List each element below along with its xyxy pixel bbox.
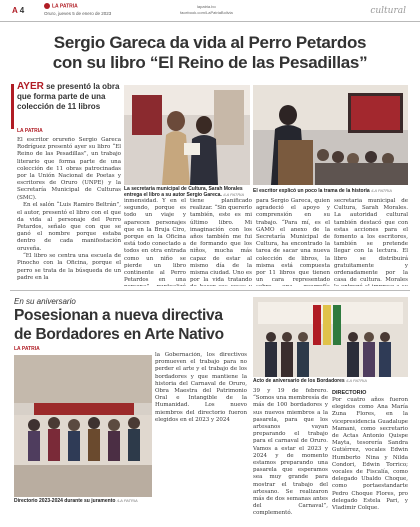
article1-column-3: tiene planificado realizar. “Sin quererlo también, este es mi último libro. Mi imaginación con los años también me fui de formando que los niños, mucha más capaz de estar al mismo día de la misma ciudad. Uno es por la vida tratando — [190, 198, 252, 284]
article2-column-4: 39 y 19 de febrero. “Somos una membresía de más de 100 bordadores y sus nuevos miembros a la pasarela, para que los artesanos vayan preparando el trabajo para el carnaval de Oruro. Vamos a estar el 2023 y 2024 y de momento estamos preparando una pasarela que esperamos sea muy grande para mostrar el trabajo del artesano. Se realizaron más de dos semanas antes del Carnaval”, complementó. — [253, 388, 328, 516]
article1-photo-1 — [124, 85, 250, 185]
article2-kicker: En su aniversario — [14, 297, 76, 306]
article1-caption-2: El escritor explicó un poco la trama de la historia /LA PATRIA — [253, 188, 392, 194]
page-number: A 4 — [12, 6, 25, 15]
article2-caption-1: Directorio 2023-2024 durante su juramento /LA PATRIA — [14, 498, 138, 504]
social-links — [180, 4, 233, 16]
page-header — [0, 0, 420, 22]
article2-caption-2: Acto de aniversario de los Bordadores /LA PATRIA — [253, 378, 367, 384]
article1-credit: LA PATRIA — [17, 128, 43, 134]
article1-headline: Sergio Gareca da vida al Perro Petardos con su libro “El Reino de las Pesadillas” — [52, 33, 368, 72]
article2-photo-2 — [253, 297, 408, 377]
lead-keyword: AYER — [17, 81, 44, 92]
article1-caption-1: La secretaria municipal de Cultura, Sarah Morales entrega el libro a su autor Sergio Gareca. /LA PATRIA — [124, 186, 245, 198]
article2-credit: LA PATRIA — [14, 346, 40, 352]
article2-column-5: DIRECTORIO Por cuatro años fueron elegidos como Ana María Zuna Flores, en la vicepresidencia Guadalupe Mamani, como secretario de Actas Antonio Quispe Mayta, tesorería Sandra Gutiérrez, vocales Edwin Humberto Nina y Nilda Condori, Edwin Torrico; vocales de Fiscalía, como delegado Ubaldo Choque, como portaestandarte Pedro Choque Flores, pro delegado Estela Pari, y Vladimir Colque. — [332, 390, 408, 512]
article1-column-5: secretaria municipal de Cultura, Sarah Morales. La autoridad cultural también destacó que con estas acciones para el fomento a los escritores, también se pretende llegar con la lectura. El libro se distribuirá gratuitamente y ordenadamente por la casa de cultura. Morales — [334, 198, 408, 284]
dateline: Oruro, jueves 5 de enero de 2023 — [44, 11, 112, 16]
section-name: cultural — [370, 6, 406, 16]
social-facebook: facebook.com/LaPatriaBolivia — [180, 10, 233, 15]
article1-column-4: para Sergio Gareca, quien agradeció el apoyo y comprensión en su trabajo. “Para mí, es el GAMO el anexo de la Secretaría Municipal de Cultura, ha encontrado la tarea de sacar una nueva colección de libros, la misma está compuesta por 11 libros que tienen un cara representado — [256, 198, 330, 284]
article1-photo-2 — [253, 85, 408, 185]
article1-column-2: inmensidad. Y en el segundo, porque es todo un viaje y aparecen personajes que en la Bruja Ciro, porque en la Oficina está todo conectado a todos en otra entrada como un niño se pierde un libro continente al Perro Petardos en una — [124, 198, 186, 284]
brand-logo: LA PATRIA — [44, 3, 78, 9]
article2-column-2: la Gobernación, los directivos promueven el trabajo para no perder el arte y el trabajo de los bordadores y que mantiene la historia del Carnaval de Oruro, Obra Maestra del Patrimonio Oral e Intangible de la Humanidad. Los nuevo miembros del directorio fueron elegidos en el 2023 y 2024 — [155, 352, 247, 423]
subhead-directorio: DIRECTORIO — [332, 390, 367, 396]
article2-headline: Posesionan a nueva directiva de Bordadores en Arte Nativo — [14, 307, 224, 343]
article2-anchor-2 — [14, 352, 15, 353]
article1-column-1: El escritor orureño Sergio Gareca Rodríguez presentó ayer su libro “El Reino de las Pesadillas”, un trabajo literario que forma parte de una colección de 11 obras patrocinadas por la Unión Nacional de Poetas y escritores de Oruro (UNPE) y la Secretaría Municipal de Culturas (SMC). En el salón “Luis Ramiro Beltrán”, el autor, presentó el libro con el que da vida al personaje del Perro Petardos, señalo que con que se ganó el nombre porque estaba dentro de cada manifestación oruveña. “El libro se centra una escuela de Pinocho con la Oficina, porque el perro se trata de la búsqueda de un padre en la — [17, 137, 121, 281]
social-handle: lapatria.bo — [197, 4, 216, 9]
article1-lead: AYER se presentó la obra que forma parte de una colección de 11 libros — [17, 81, 120, 111]
lead-accent-bar — [11, 84, 14, 129]
article2-photo-1 — [14, 355, 152, 497]
section-divider — [10, 290, 410, 291]
brand-icon — [44, 3, 50, 9]
